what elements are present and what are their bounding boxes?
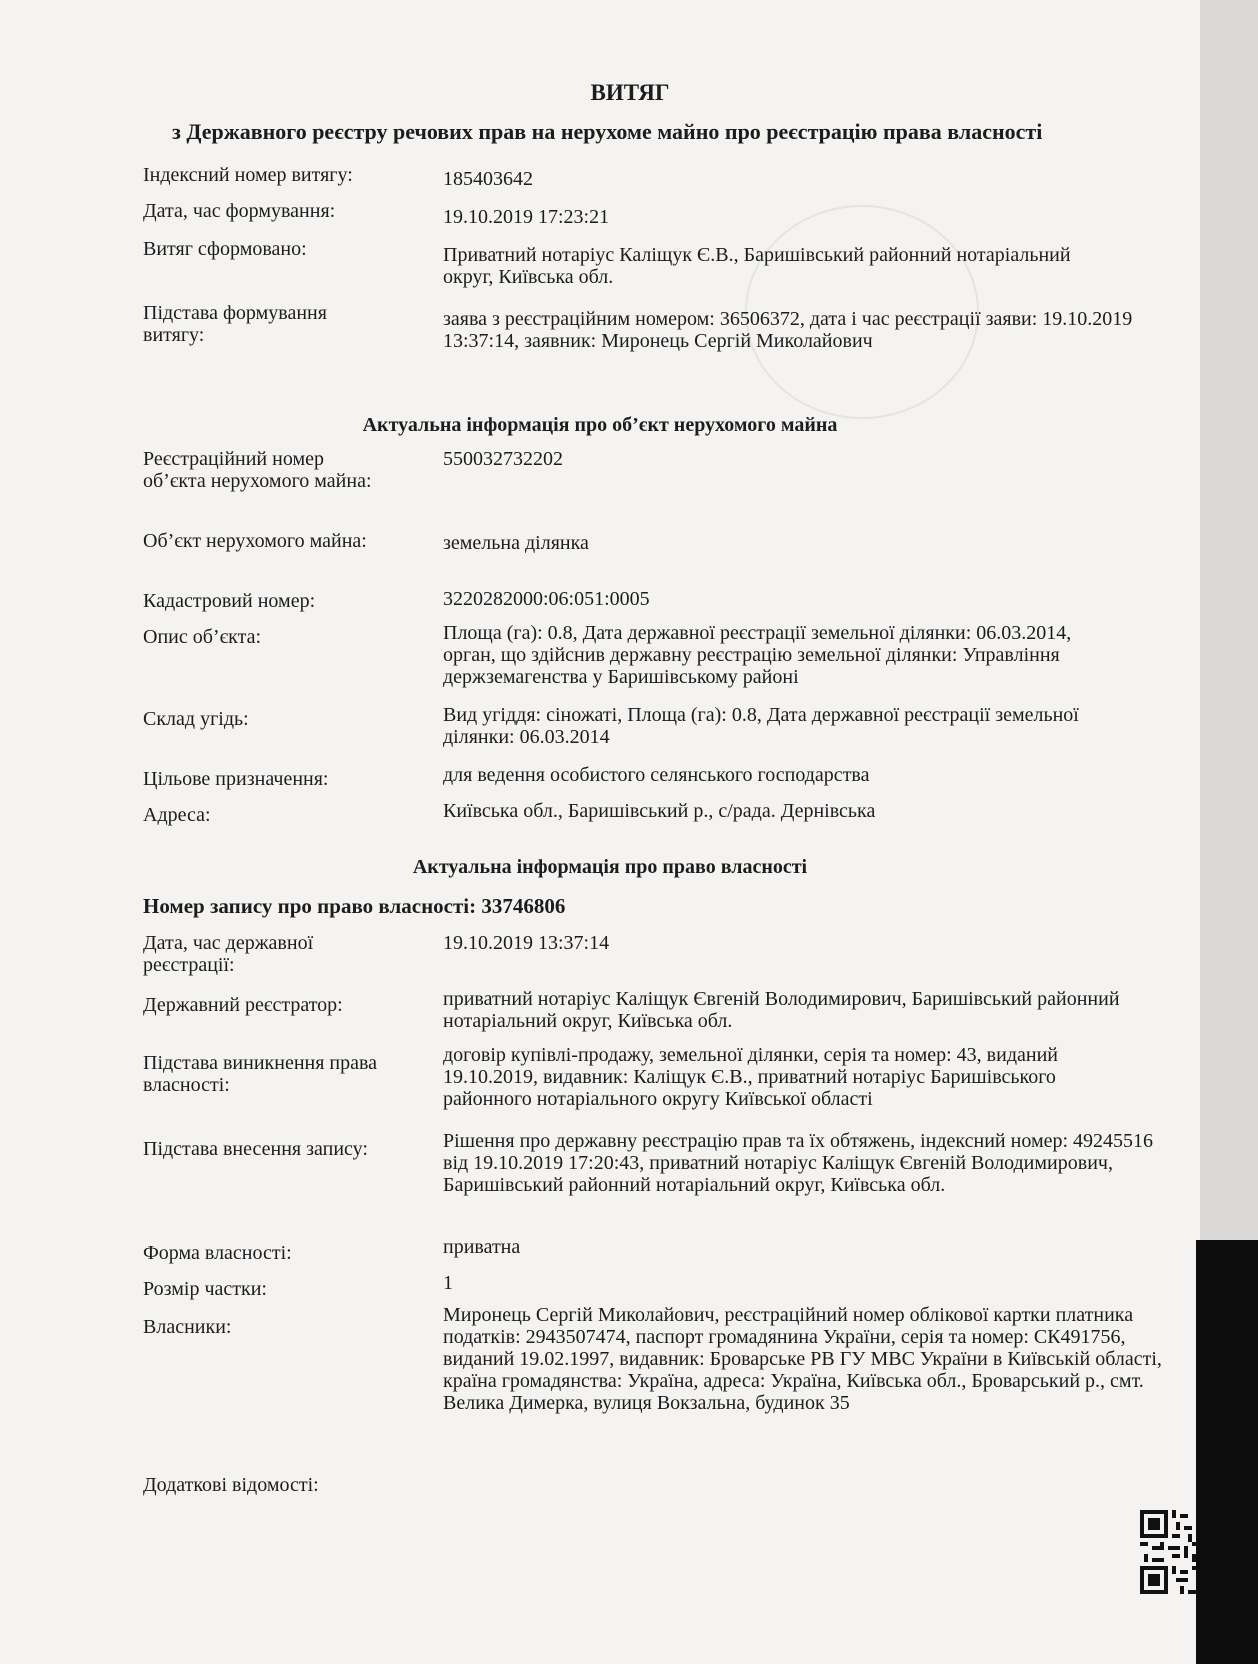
object-label-type: Об’єкт нерухомого майна: [143,530,367,552]
object-label-address: Адреса: [143,804,211,826]
ownership-value-registrar: приватний нотаріус Каліщук Євгеній Володимирович, Баришівський районний нотаріальний округ, Київська обл. [443,988,1120,1032]
meta-value-date: 19.10.2019 17:23:21 [443,206,610,228]
object-value-type: земельна ділянка [443,532,589,554]
object-value-land-composition: Вид угіддя: сіножаті, Площа (га): 0.8, Дата державної реєстрації земельної ділянки: 06.03.2014 [443,704,1079,748]
object-label-land-composition: Склад угідь: [143,708,249,730]
ownership-value-basis: договір купівлі-продажу, земельної ділянки, серія та номер: 43, виданий 19.10.2019, видавник: Каліщук Є.В., приватний нотаріус Баришівського районного нотаріального округу Київської області [443,1044,1058,1110]
object-label-purpose: Цільове призначення: [143,768,329,790]
ownership-label-share: Розмір частки: [143,1278,267,1300]
ownership-label-additional: Додаткові відомості: [143,1474,319,1496]
document-subtitle: з Державного реєстру речових прав на нерухоме майно про реєстрацію права власності [172,119,1043,144]
qr-code-icon [1140,1510,1200,1594]
section-title-object: Актуальна інформація про об’єкт нерухомого майна [362,414,838,436]
meta-label-date: Дата, час формування: [143,200,336,222]
dark-background-edge [1196,1240,1258,1664]
document-title: ВИТЯГ [590,80,670,105]
meta-label-formed-by: Витяг сформовано: [143,238,307,260]
ownership-value-form: приватна [443,1236,521,1258]
object-label-description: Опис об’єкта: [143,626,262,648]
object-value-description: Площа (га): 0.8, Дата державної реєстрації земельної ділянки: 06.03.2014, орган, що здійснив державну реєстрацію земельної ділянки: Управління держземагенства у Баришівському районі [443,622,1072,688]
ownership-label-registrar: Державний реєстратор: [143,994,343,1016]
ownership-value-owners: Миронець Сергій Миколайович, реєстраційний номер облікової картки платника податків: 2943507474, паспорт громадянина України, серія та номер: СК491756, виданий 19.02.1997, видавник: Броварське РВ ГУ МВС України в Київській області, країна громадянства: Україна, адреса: Україна, Київська обл., Броварський р., смт. Велика Димерка, вулиця Вокзальна, будинок 35 [443,1304,1162,1414]
meta-value-index: 185403642 [443,168,533,190]
section-title-ownership: Актуальна інформація про право власності [412,856,808,878]
object-label-cadastral: Кадастровий номер: [143,590,316,612]
object-value-purpose: для ведення особистого селянського господарства [443,764,870,786]
meta-label-index: Індексний номер витягу: [143,164,353,186]
ownership-label-basis: Підстава виникнення права власності: [143,1052,378,1096]
meta-value-formed-by: Приватний нотаріус Каліщук Є.В., Баришівський районний нотаріальний округ, Київська обл. [443,244,1071,288]
object-value-address: Київська обл., Баришівський р., с/рада. Дернівська [443,800,876,822]
ownership-label-owners: Власники: [143,1316,232,1338]
ownership-value-share: 1 [443,1272,453,1294]
object-value-reg-number: 550032732202 [443,448,563,470]
ownership-value-entry-basis: Рішення про державну реєстрацію прав та їх обтяжень, індексний номер: 49245516 від 19.10.2019 17:20:43, приватний нотаріус Каліщук Євгеній Володимирович, Баришівський районний нотаріальний округ, Київська обл. [443,1130,1154,1196]
ownership-label-form: Форма власності: [143,1242,292,1264]
object-value-cadastral: 3220282000:06:051:0005 [443,588,650,610]
meta-label-basis: Підстава формування витягу: [143,302,327,346]
ownership-label-entry-basis: Підстава внесення запису: [143,1138,368,1160]
ownership-record-number: Номер запису про право власності: 33746806 [143,894,566,918]
ownership-label-reg-date: Дата, час державної реєстрації: [143,932,314,976]
meta-value-basis: заява з реєстраційним номером: 36506372, дата і час реєстрації заяви: 19.10.2019 13:37:14, заявник: Миронець Сергій Миколайович [443,308,1133,352]
object-label-reg-number: Реєстраційний номер об’єкта нерухомого майна: [143,448,372,492]
ownership-value-reg-date: 19.10.2019 13:37:14 [443,932,610,954]
